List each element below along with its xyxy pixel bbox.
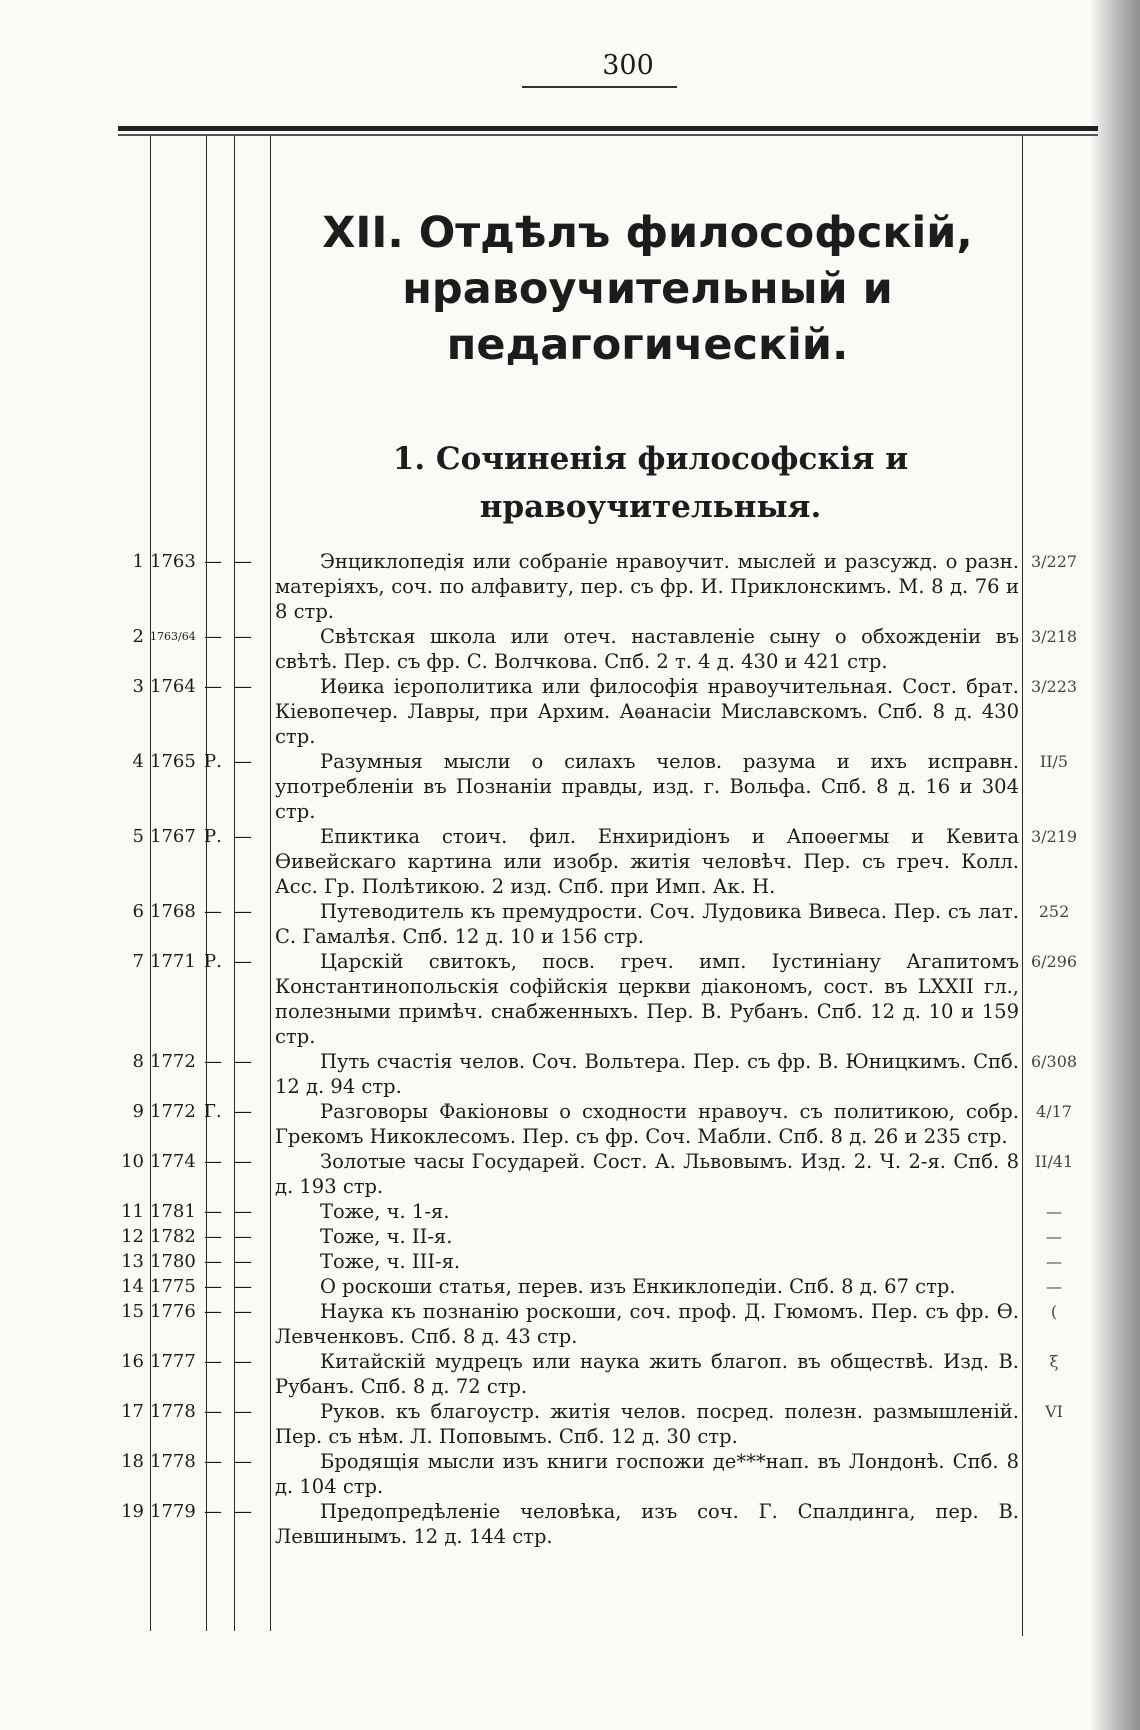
entry-text: Руков. къ благоустр. житія челов. посред. полезн. размышленій. Пер. съ нѣм. Л. Поповымъ. Спб. 12 д. 30 стр. xyxy=(275,1400,1019,1448)
entry-dash: — xyxy=(234,626,252,647)
entry-reference xyxy=(1019,1499,1089,1549)
entry-number: 1 xyxy=(132,551,144,572)
entry-text: Золотые часы Государей. Сост. А. Львовымъ. Изд. 2. Ч. 2-я. Спб. 8 д. 193 стр. xyxy=(275,1150,1019,1198)
entry-dash: — xyxy=(234,551,252,572)
entry-mark: — xyxy=(204,1501,222,1522)
entry-text: Свѣтская школа или отеч. наставленіе сыну о обхожденіи въ свѣтѣ. Пер. съ фр. С. Волчкова. Спб. 2 т. 4 д. 430 и 421 стр. xyxy=(275,625,1019,673)
subsection-heading: 1. Сочиненія философскія и нравоучительныя. xyxy=(392,441,909,525)
section-heading: XII. Отдѣлъ философскій, нравоучительный и педагогическій. xyxy=(322,208,973,370)
catalog-entry xyxy=(0,1249,1140,1274)
entry-year: 1774 xyxy=(150,1151,196,1172)
entry-text: Тоже, ч. II-я. xyxy=(320,1225,453,1248)
entry-mark: — xyxy=(204,676,222,697)
entry-number: 7 xyxy=(132,951,144,972)
entry-number: 17 xyxy=(121,1401,144,1422)
entry-year: 1771 xyxy=(150,951,196,972)
entry-mark: — xyxy=(204,901,222,922)
entry-mark: — xyxy=(204,1276,222,1297)
entry-dash: — xyxy=(234,1251,252,1272)
entry-reference: 6/308 xyxy=(1030,1052,1078,1071)
catalog-entry xyxy=(0,1299,1140,1349)
entry-year: 1778 xyxy=(150,1401,196,1422)
entry-dash: — xyxy=(234,1226,252,1247)
entry-reference: VI xyxy=(1045,1402,1063,1421)
entry-dash: — xyxy=(234,901,252,922)
entry-dash: — xyxy=(234,1401,252,1422)
catalog-entry xyxy=(0,1349,1140,1399)
catalog-entry xyxy=(0,1199,1140,1224)
entry-reference: — xyxy=(1046,1202,1062,1221)
entry-reference: 3/218 xyxy=(1030,627,1078,646)
entry-dash: — xyxy=(234,1451,252,1472)
entry-mark: — xyxy=(204,1151,222,1172)
catalog-entry xyxy=(0,549,1140,624)
entry-year: 1768 xyxy=(150,901,196,922)
entry-reference: 3/219 xyxy=(1030,827,1078,846)
entry-text: Предопредѣленіе человѣка, изъ соч. Г. Спалдинга, пер. В. Левшинымъ. 12 д. 144 стр. xyxy=(275,1500,1019,1548)
entry-number: 4 xyxy=(132,751,144,772)
entry-mark: — xyxy=(204,1301,222,1322)
entry-text: Путь счастія челов. Соч. Вольтера. Пер. съ фр. В. Юницкимъ. Спб. 12 д. 94 стр. xyxy=(275,1050,1019,1098)
entry-mark: — xyxy=(204,1451,222,1472)
entry-reference: — xyxy=(1046,1252,1062,1271)
entry-text: Китайскій мудрецъ или наука жить благоп. въ обществѣ. Изд. В. Рубанъ. Спб. 8 д. 72 стр. xyxy=(275,1350,1019,1398)
entry-year: 1764 xyxy=(150,676,196,697)
catalog-entry xyxy=(0,624,1140,674)
entry-reference: — xyxy=(1046,1277,1062,1296)
entry-number: 12 xyxy=(121,1226,144,1247)
entry-dash: — xyxy=(234,1276,252,1297)
entry-number: 11 xyxy=(121,1201,144,1222)
entry-dash: — xyxy=(234,826,252,847)
entry-reference: 4/17 xyxy=(1036,1102,1072,1121)
entry-year: 1772 xyxy=(150,1051,196,1072)
entry-dash: — xyxy=(234,1201,252,1222)
entry-text: Тоже, ч. III-я. xyxy=(320,1250,461,1273)
catalog-entry xyxy=(0,1149,1140,1199)
entry-text: Епиктика стоич. фил. Енхиридіонъ и Апоѳегмы и Кевита Ѳивейскаго картина или изобр. житія человѣч. Пер. съ греч. Колл. Асс. Гр. Полѣтикою. 2 изд. Спб. при Имп. Ак. Н. xyxy=(275,825,1019,898)
entry-dash: — xyxy=(234,1151,252,1172)
catalog-entry xyxy=(0,1399,1140,1449)
entry-reference: 252 xyxy=(1038,902,1070,921)
entry-dash: — xyxy=(234,751,252,772)
entry-number: 9 xyxy=(132,1101,144,1122)
entry-reference: ( xyxy=(1050,1302,1058,1321)
entry-year: 1777 xyxy=(150,1351,196,1372)
entry-reference: 3/227 xyxy=(1030,552,1078,571)
entry-mark: — xyxy=(204,1251,222,1272)
catalog-entry xyxy=(0,1224,1140,1249)
entry-number: 6 xyxy=(132,901,144,922)
entry-year: 1763 xyxy=(150,551,196,572)
entry-dash: — xyxy=(234,951,252,972)
catalog-entry xyxy=(0,749,1140,824)
catalog-entry xyxy=(0,824,1140,899)
entry-mark: — xyxy=(204,1051,222,1072)
entry-mark: — xyxy=(204,1226,222,1247)
entry-year: 1765 xyxy=(150,751,196,772)
entry-year: 1782 xyxy=(150,1226,196,1247)
entry-number: 2 xyxy=(132,626,144,647)
catalog-entry xyxy=(0,1499,1140,1549)
entry-mark: — xyxy=(204,626,222,647)
catalog-entry xyxy=(0,1449,1140,1499)
entry-mark: Г. xyxy=(204,1101,222,1122)
entry-number: 19 xyxy=(121,1501,144,1522)
entry-year: 1780 xyxy=(150,1251,196,1272)
entry-year: 1779 xyxy=(150,1501,196,1522)
catalog-entry xyxy=(0,899,1140,949)
entry-year: 1763/64 xyxy=(150,630,196,643)
table-top-rule-thin xyxy=(118,134,1098,136)
catalog-entry xyxy=(0,1049,1140,1099)
entry-number: 3 xyxy=(132,676,144,697)
entry-mark: Р. xyxy=(204,951,222,972)
entry-text: Разговоры Факіоновы о сходности нравоуч. съ политикою, собр. Грекомъ Никоклесомъ. Пер. съ фр. Соч. Мабли. Спб. 8 д. 26 и 235 стр. xyxy=(275,1100,1019,1148)
entry-reference: II/5 xyxy=(1039,752,1069,771)
entry-year: 1767 xyxy=(150,826,196,847)
entry-text: Энциклопедія или собраніе нравоучит. мыслей и разсужд. о разн. матеріяхъ, соч. по алфавиту, пер. съ фр. И. Приклонскимъ. М. 8 д. 76 и 8 стр. xyxy=(275,550,1019,623)
entry-text: Иѳика ієрополитика или философія нравоучительная. Сост. брат. Кіевопечер. Лавры, при Архим. Аѳанасіи Миславскомъ. Спб. 8 д. 430 стр. xyxy=(275,675,1019,748)
entry-text: Наука къ познанію роскоши, соч. проф. Д. Гюмомъ. Пер. съ фр. Ѳ. Левченковъ. Спб. 8 д. 43 стр. xyxy=(275,1300,1019,1348)
entry-number: 18 xyxy=(121,1451,144,1472)
entry-mark: — xyxy=(204,1201,222,1222)
entry-year: 1775 xyxy=(150,1276,196,1297)
entry-mark: — xyxy=(204,1351,222,1372)
page-number-rule xyxy=(522,86,677,88)
entry-number: 13 xyxy=(121,1251,144,1272)
entry-dash: — xyxy=(234,1101,252,1122)
entry-dash: — xyxy=(234,1301,252,1322)
entry-text: Бродящія мысли изъ книги госпожи де***нап. въ Лондонѣ. Спб. 8 д. 104 стр. xyxy=(275,1450,1019,1498)
entry-dash: — xyxy=(234,1051,252,1072)
entry-text: Разумныя мысли о силахъ челов. разума и ихъ исправн. употребленіи въ Познаніи правды, изд. г. Вольфа. Спб. 8 д. 16 и 304 стр. xyxy=(275,750,1019,823)
catalog-entries xyxy=(0,549,1140,1549)
catalog-entry xyxy=(0,1099,1140,1149)
entry-number: 10 xyxy=(121,1151,144,1172)
entry-reference: 3/223 xyxy=(1030,677,1078,696)
entry-year: 1781 xyxy=(150,1201,196,1222)
entry-reference: 6/296 xyxy=(1030,952,1078,971)
entry-mark: Р. xyxy=(204,826,222,847)
entry-reference xyxy=(1019,1449,1089,1499)
entry-number: 5 xyxy=(132,826,144,847)
entry-dash: — xyxy=(234,676,252,697)
entry-number: 8 xyxy=(132,1051,144,1072)
entry-text: Царскій свитокъ, посв. греч. имп. Іустиніану Агапитомъ Константинопольскія софійскія церкви діакономъ, сост. въ LXXII гл., полезными примѣч. снабженныхъ. Пер. В. Рубанъ. Спб. 12 д. 10 и 159 стр. xyxy=(275,950,1019,1048)
table-top-rule xyxy=(118,126,1098,131)
entry-text: О роскоши статья, перев. изъ Енкиклопедіи. Спб. 8 д. 67 стр. xyxy=(320,1275,956,1298)
entry-reference: ξ xyxy=(1049,1352,1059,1371)
entry-mark: Р. xyxy=(204,751,222,772)
entry-year: 1778 xyxy=(150,1451,196,1472)
entry-dash: — xyxy=(234,1351,252,1372)
entry-reference: II/41 xyxy=(1034,1152,1074,1171)
catalog-entry xyxy=(0,1274,1140,1299)
entry-year: 1776 xyxy=(150,1301,196,1322)
entry-reference: — xyxy=(1046,1227,1062,1246)
entry-dash: — xyxy=(234,1501,252,1522)
catalog-entry xyxy=(0,674,1140,749)
entry-year: 1772 xyxy=(150,1101,196,1122)
entry-mark: — xyxy=(204,551,222,572)
entry-number: 15 xyxy=(121,1301,144,1322)
catalog-entry xyxy=(0,949,1140,1049)
entry-text: Тоже, ч. 1-я. xyxy=(320,1200,450,1223)
page-number: 300 xyxy=(602,50,654,81)
entry-mark: — xyxy=(204,1401,222,1422)
entry-text: Путеводитель къ премудрости. Соч. Лудовика Вивеса. Пер. съ лат. С. Гамалѣя. Спб. 12 д. 10 и 156 стр. xyxy=(275,900,1019,948)
entry-number: 14 xyxy=(121,1276,144,1297)
entry-number: 16 xyxy=(121,1351,144,1372)
